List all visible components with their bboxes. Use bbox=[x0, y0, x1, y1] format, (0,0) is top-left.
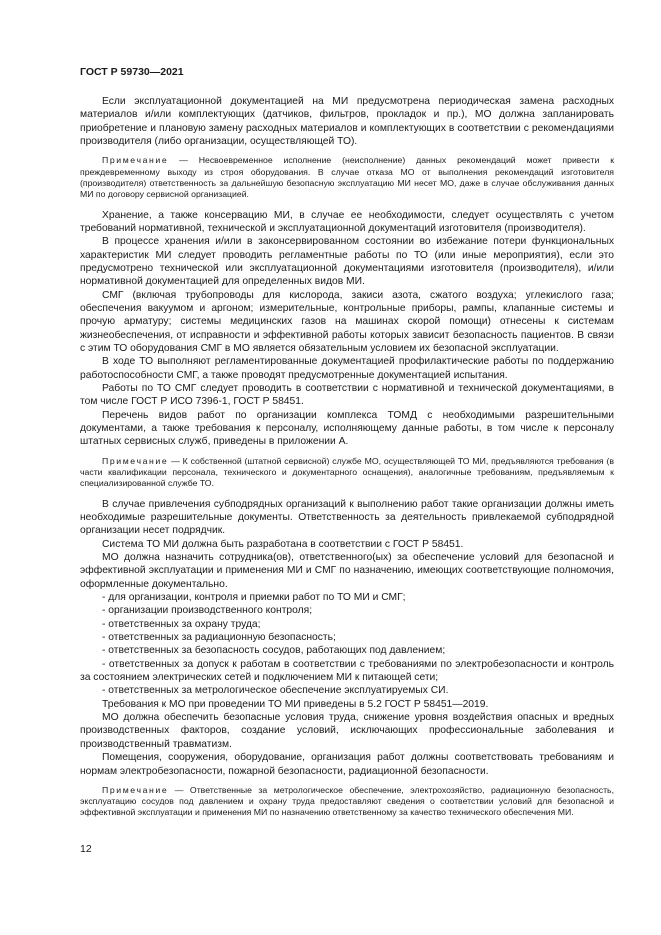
list-item: - ответственных за допуск к работам в соответствии с требованиями по электробезопасности и контроль за состоянием электрических сетей и подключением МИ к питающей сети; bbox=[80, 658, 614, 684]
paragraph: МО должна назначить сотрудника(ов), ответственного(ых) за обеспечение условий для безопасной и эффективной эксплуатации и применения МИ и СМГ по назначению, имеющих соответствующие полномочия, оформленные документально. bbox=[80, 552, 614, 590]
paragraph: В случае привлечения субподрядных организаций к выполнению работ такие организации должны иметь необходимые разрешительные документы. Ответственность за деятельность привлекаемой субподрядной организации несет подрядчик. bbox=[80, 498, 614, 537]
note-label: Примечание bbox=[102, 784, 169, 795]
list-item: - ответственных за безопасность сосудов, работающих под давлением; bbox=[102, 645, 446, 657]
note bbox=[80, 785, 614, 819]
note-label: Примечание bbox=[102, 455, 169, 466]
list-item: - ответственных за охрану труда; bbox=[102, 618, 261, 630]
paragraph: МО должна обеспечить безопасные условия труда, снижение уровня воздействия опасных и вредных производственных факторов, создание условий, исключающих профессиональные заболевания и производственный травматизм. bbox=[80, 712, 614, 750]
paragraph: В процессе хранения и/или в законсервированном состоянии во избежание потери функциональных характеристик МИ следует проводить регламентные работы по ТО (или иные мероприятия), если это предусмотрено технической или эксплуатационной документациями изготовителя (производителя), и/или нормативной документацией для определенных видов МИ. bbox=[80, 236, 614, 288]
document-page bbox=[80, 95, 614, 827]
list-item: - ответственных за метрологическое обеспечение эксплуатируемых СИ. bbox=[102, 685, 449, 697]
note bbox=[80, 155, 614, 200]
paragraph: Хранение, а также консервацию МИ, в случае ее необходимости, следует осуществлять с учетом требований нормативной, технической и эксплуатационной документаций изготовителя (производителя). bbox=[80, 209, 614, 234]
paragraph: В ходе ТО выполняют регламентированные документацией профилактические работы по поддержанию работоспособности СМГ, а также проводят предусмотренные документацией испытания. bbox=[80, 356, 614, 381]
page-header bbox=[80, 66, 184, 78]
document-body bbox=[80, 95, 614, 819]
paragraph: Работы по ТО СМГ следует проводить в соответствии с нормативной и технической документациями, в том числе ГОСТ Р ИСО 7396-1, ГОСТ Р 58451. bbox=[80, 383, 614, 408]
paragraph: Перечень видов работ по организации комплекса ТОМД с необходимыми разрешительными документами, а также требования к персоналу, исполняющему данные работы, в том числе к персоналу штатных сервисных служб, приведены в приложении А. bbox=[80, 409, 614, 448]
paragraph: Система ТО МИ должна быть разработана в соответствии с ГОСТ Р 58451. bbox=[102, 538, 464, 550]
note-text: — Ответственные за метрологическое обеспечение, электрохозяйство, радиационную безопасность, эксплуатацию сосудов под давлением и охрану труда предоставляют сведения о соответствии условий для безопасной и эффективной эксплуатации и применения МИ по назначению ответственному за качество технического обеспечения МИ. bbox=[80, 784, 614, 818]
note-text: — Несвоевременное исполнение (неисполнение) данных рекомендаций может привести к преждевременному выходу из строя оборудования. В случае отказа МО от выполнения рекомендаций изготовителя (производителя) ответственность за дальнейшую безопасную эксплуатацию МИ несет МО, даже в случае обслуживания данных МИ по договору сервисной организацией. bbox=[80, 155, 614, 200]
page-number: 12 bbox=[80, 843, 92, 855]
responsibility-list bbox=[80, 591, 614, 698]
list-item: - для организации, контроля и приемки работ по ТО МИ и СМГ; bbox=[102, 592, 406, 604]
paragraph: Требования к МО при проведении ТО МИ приведены в 5.2 ГОСТ Р 58451—2019. bbox=[102, 698, 489, 710]
note bbox=[80, 456, 614, 490]
paragraph: Если эксплуатационной документацией на МИ предусмотрена периодическая замена расходных материалов и/или комплектующих (датчиков, фильтров, прокладок и пр.), МО должна запланировать приобретение и плановую замену расходных материалов и комплектующих в соответствии с рекомендациями производителя (либо организации, осуществляющей ТО). bbox=[80, 96, 614, 148]
list-item: - организации производственного контроля; bbox=[102, 605, 313, 617]
list-item: - ответственных за радиационную безопасность; bbox=[102, 632, 336, 644]
note-label: Примечание bbox=[102, 155, 169, 166]
document-code: ГОСТ Р 59730—2021 bbox=[80, 66, 184, 78]
paragraph: Помещения, сооружения, оборудование, организация работ должны соответствовать требованиям и нормам электробезопасности, пожарной безопасности, радиационной безопасности. bbox=[80, 752, 614, 777]
note-text: — К собственной (штатной сервисной) службе МО, осуществляющей ТО МИ, предъявляются требования (в части квалификации персонала, технического и документарного оснащения), аналогичные требованиям, предъявляемым к специализированной службе ТО. bbox=[80, 455, 614, 489]
paragraph: СМГ (включая трубопроводы для кислорода, закиси азота, сжатого воздуха; углекислого газа; обеспечения вакуумом и аргоном; измерительные, контрольные приборы, рампы, клапанные системы и прочую арматуру; системы медицинских газов на машинах скорой помощи) отнесены к системам жизнеобеспечения, от исправности и эффективной работы которых зависит безопасность пациентов. В связи с этим ТО оборудования СМГ в МО является обязательным условием их безопасной эксплуатации. bbox=[80, 289, 614, 354]
